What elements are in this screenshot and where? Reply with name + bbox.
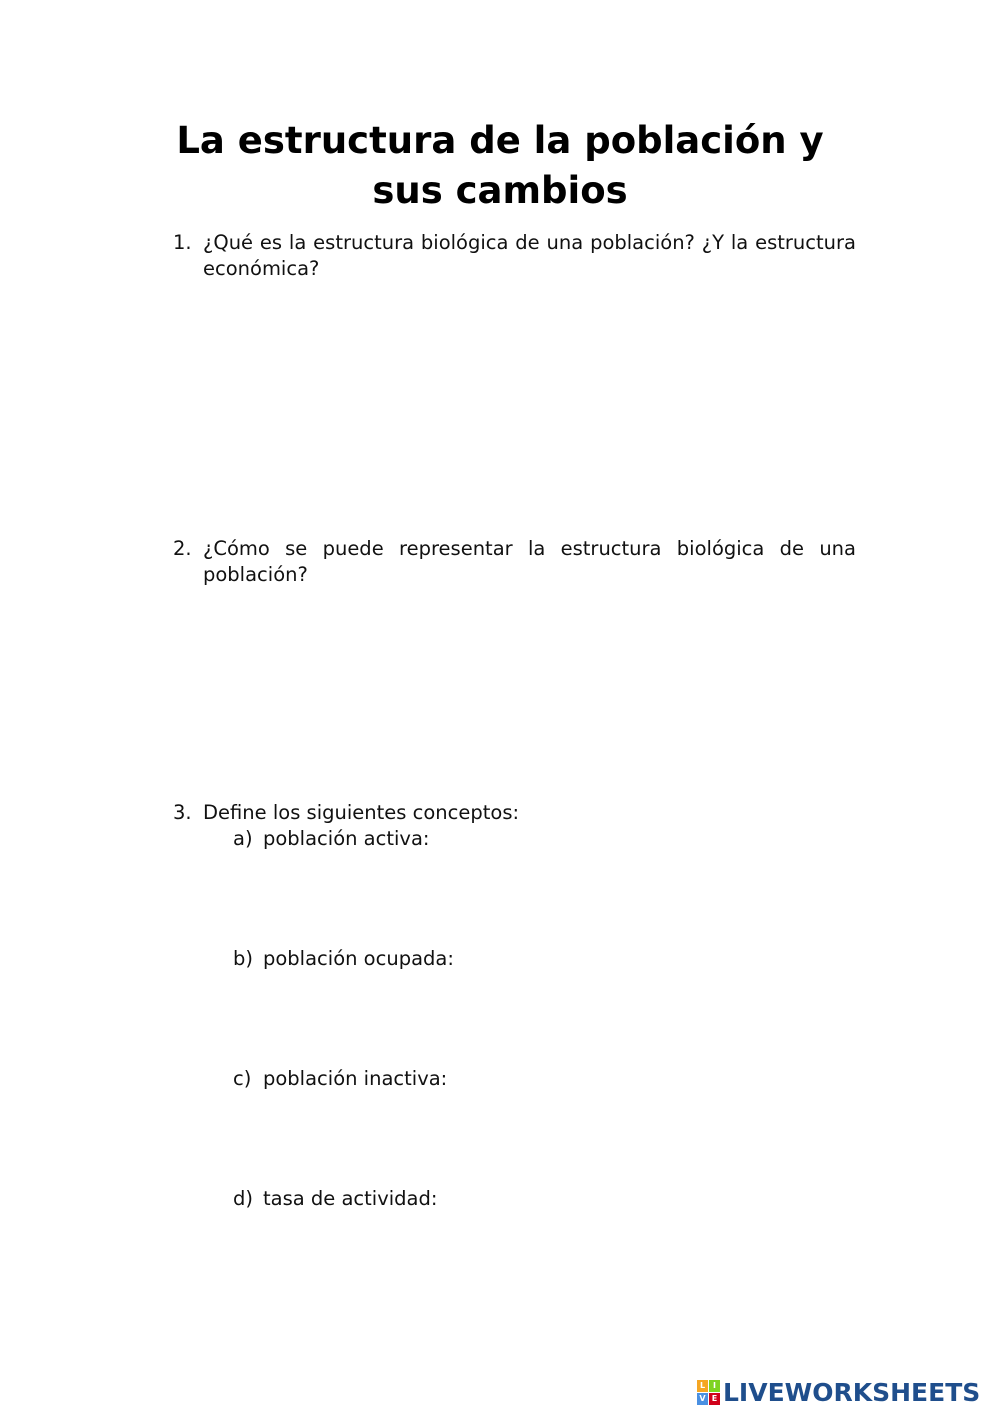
item-text: población inactiva: (263, 1067, 448, 1090)
question-text-line-2: población? (203, 563, 308, 586)
question-number: 2. (173, 537, 192, 560)
question-text: ¿Qué es la estructura biológica de una población? ¿Y la estructura económica? (203, 231, 856, 280)
question-text (203, 536, 856, 588)
item-letter: b) (233, 947, 253, 970)
mark-letter: L (697, 1380, 708, 1392)
question-text-line-1: ¿Cómo se puede representar la estructura biológica de una (203, 537, 856, 560)
item-letter: d) (233, 1187, 253, 1210)
mark-letter: E (709, 1393, 720, 1405)
item-text: población ocupada: (263, 947, 454, 970)
item-text: población activa: (263, 827, 430, 850)
mark-letter: I (709, 1380, 720, 1392)
mark-letter: V (697, 1393, 708, 1405)
question-number: 3. (173, 801, 192, 824)
question-number: 1. (173, 231, 192, 254)
item-letter: a) (233, 827, 253, 850)
liveworksheets-logo (697, 1378, 980, 1408)
worksheet-title: La estructura de la población y sus cambios (176, 119, 824, 212)
item-text: tasa de actividad: (263, 1187, 438, 1210)
item-letter: c) (233, 1067, 252, 1090)
question-text: Define los siguientes conceptos: (203, 801, 520, 824)
liveworksheets-mark-icon (697, 1380, 721, 1406)
logo-text: LIVEWORKSHEETS (723, 1378, 981, 1407)
